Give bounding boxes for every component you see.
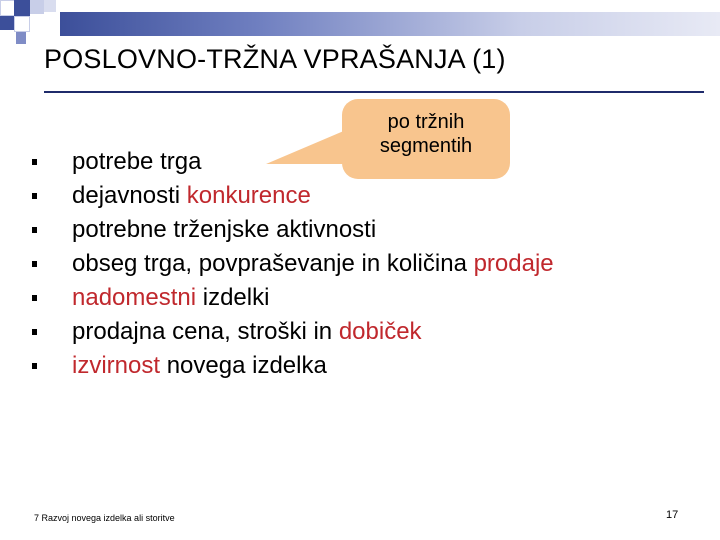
bullet-text (72, 284, 269, 311)
bullet-segment: novega izdelka (160, 352, 327, 379)
bullet-text (72, 182, 311, 209)
bullet-segment: obseg trga, povpraševanje in količina (72, 250, 474, 277)
bullet-segment-accent: prodaje (473, 250, 554, 277)
bullet-segment: dejavnosti (72, 182, 187, 209)
page-number: 17 (666, 509, 679, 521)
list-item (28, 248, 554, 282)
bullet-segment-accent: nadomestni (72, 284, 197, 311)
bullet-segment-accent: konkurence (186, 182, 311, 209)
list-item (28, 180, 554, 214)
list-item (28, 214, 554, 248)
list-item (28, 146, 554, 180)
bullet-square-icon (32, 159, 37, 165)
bullet-square-icon (32, 261, 37, 267)
list-item (28, 350, 554, 384)
bullet-square-icon (32, 295, 37, 301)
bullet-segment: potrebe trga (72, 148, 202, 175)
bullet-list (28, 146, 554, 384)
slide-title: POSLOVNO-TRŽNA VPRAŠANJA (1) (44, 44, 506, 74)
callout-line-1: po tržnih (387, 111, 465, 133)
bullet-text (72, 318, 422, 345)
bullet-square-icon (32, 193, 37, 199)
slide-footer: 7 Razvoj novega izdelka ali storitve (34, 513, 175, 523)
bullet-segment-accent: izvirnost (72, 352, 161, 379)
bullet-square-icon (32, 329, 37, 335)
list-item (28, 316, 554, 350)
bullet-segment-accent: dobiček (338, 318, 422, 345)
bullet-text (72, 352, 327, 379)
list-item (28, 282, 554, 316)
bullet-segment: prodajna cena, stroški in (72, 318, 339, 345)
callout-line-2: segmentih (379, 135, 473, 157)
bullet-square-icon (32, 363, 37, 369)
bullet-text (72, 250, 554, 277)
bullet-segment: izdelki (196, 284, 270, 311)
bullet-square-icon (32, 227, 37, 233)
bullet-text (72, 216, 376, 243)
bullet-segment: potrebne trženjske aktivnosti (72, 216, 377, 243)
bullet-text (72, 148, 201, 175)
